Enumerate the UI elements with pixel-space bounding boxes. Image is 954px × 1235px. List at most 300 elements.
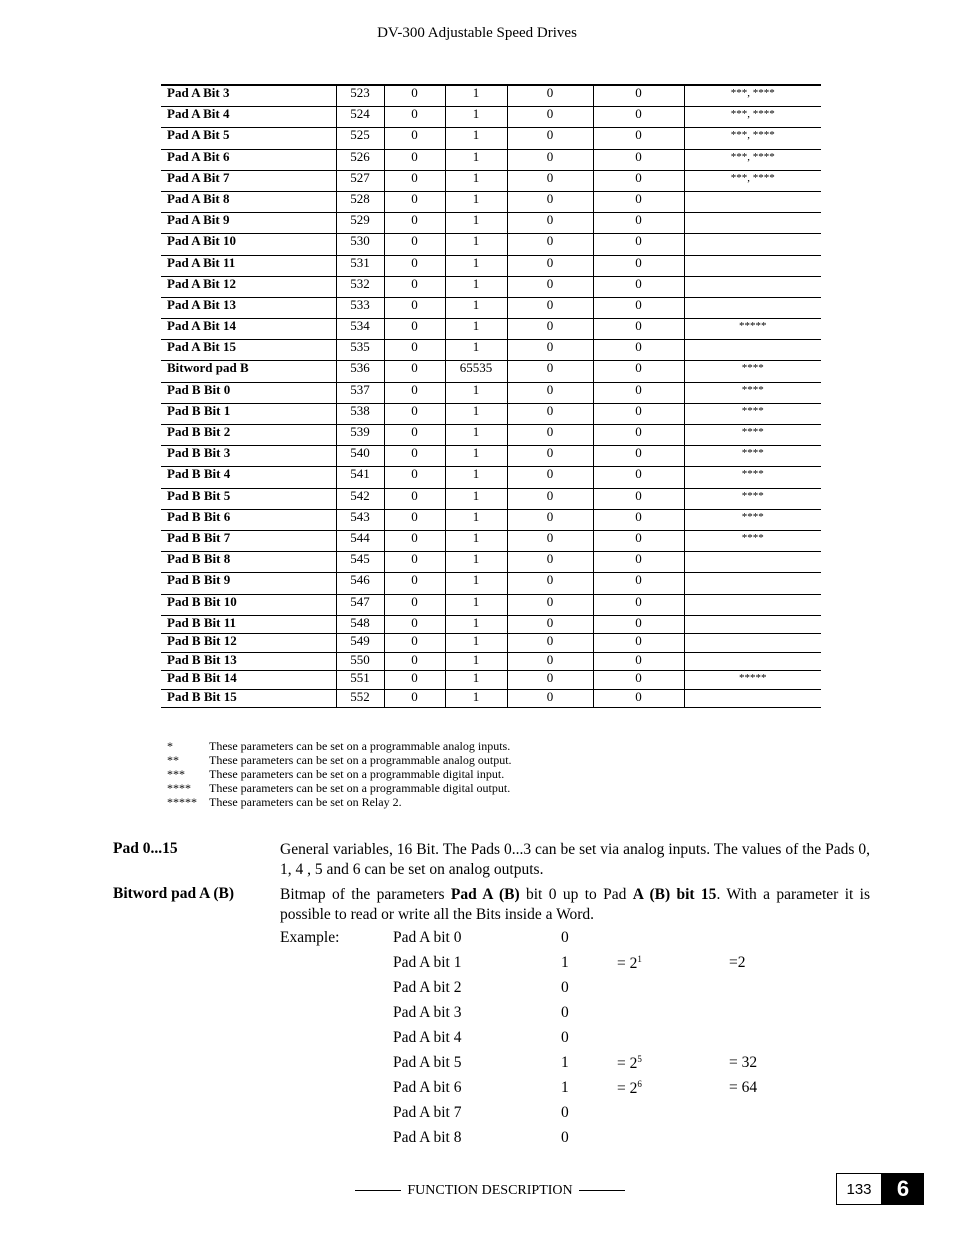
table-row (161, 509, 821, 530)
example-bit-value: 0 (561, 979, 569, 996)
cell-note: ***, **** (684, 107, 821, 128)
cell-c1: 0 (384, 425, 445, 446)
cell-c2: 1 (445, 170, 507, 191)
cell-c1: 0 (384, 634, 445, 653)
cell-c4: 0 (593, 615, 684, 634)
cell-c3: 0 (507, 403, 593, 424)
cell-note (684, 340, 821, 361)
cell-c2: 1 (445, 85, 507, 107)
cell-c4: 0 (593, 170, 684, 191)
cell-c1: 0 (384, 297, 445, 318)
cell-c3: 0 (507, 340, 593, 361)
cell-note: **** (684, 403, 821, 424)
cell-c2: 1 (445, 446, 507, 467)
cell-no: 531 (336, 255, 384, 276)
cell-c1: 0 (384, 234, 445, 255)
footnote-mark: *** (167, 767, 185, 781)
cell-c4: 0 (593, 552, 684, 573)
footnote-text: These parameters can be set on Relay 2. (209, 795, 402, 809)
table-row (161, 425, 821, 446)
cell-c4: 0 (593, 425, 684, 446)
cell-c2: 1 (445, 234, 507, 255)
cell-c4: 0 (593, 361, 684, 382)
bitword-text-2: bit 0 up to Pad (519, 886, 633, 903)
cell-c1: 0 (384, 509, 445, 530)
example-bit-name: Pad A bit 1 (393, 954, 462, 971)
cell-note: ***** (684, 671, 821, 690)
cell-c1: 0 (384, 361, 445, 382)
cell-c3: 0 (507, 594, 593, 615)
cell-name: Pad A Bit 8 (161, 191, 336, 212)
cell-c2: 1 (445, 509, 507, 530)
example-bit-name: Pad A bit 2 (393, 979, 462, 996)
cell-c2: 1 (445, 552, 507, 573)
cell-name: Pad A Bit 14 (161, 319, 336, 340)
cell-no: 535 (336, 340, 384, 361)
cell-c1: 0 (384, 652, 445, 671)
cell-c3: 0 (507, 319, 593, 340)
cell-c4: 0 (593, 573, 684, 594)
table-row (161, 382, 821, 403)
cell-note: **** (684, 425, 821, 446)
cell-c4: 0 (593, 634, 684, 653)
cell-c3: 0 (507, 425, 593, 446)
cell-c3: 0 (507, 85, 593, 107)
cell-c3: 0 (507, 149, 593, 170)
cell-no: 532 (336, 276, 384, 297)
cell-c1: 0 (384, 128, 445, 149)
cell-note (684, 615, 821, 634)
cell-no: 525 (336, 128, 384, 149)
cell-no: 545 (336, 552, 384, 573)
example-bit-value: 1 (561, 1079, 569, 1096)
cell-name: Pad A Bit 4 (161, 107, 336, 128)
cell-c2: 1 (445, 403, 507, 424)
cell-c4: 0 (593, 382, 684, 403)
cell-c3: 0 (507, 509, 593, 530)
cell-c4: 0 (593, 234, 684, 255)
table-row (161, 128, 821, 149)
cell-c2: 1 (445, 652, 507, 671)
cell-c2: 1 (445, 615, 507, 634)
cell-note: **** (684, 509, 821, 530)
footer-rule-left (355, 1190, 401, 1191)
pad-term: Pad 0...15 (113, 840, 178, 857)
example-bit-value: 0 (561, 1129, 569, 1146)
cell-name: Pad B Bit 3 (161, 446, 336, 467)
example-power-base: = 2 (617, 955, 638, 972)
cell-no: 549 (336, 634, 384, 653)
cell-note (684, 234, 821, 255)
cell-no: 546 (336, 573, 384, 594)
cell-c3: 0 (507, 634, 593, 653)
cell-c2: 1 (445, 191, 507, 212)
cell-name: Pad A Bit 11 (161, 255, 336, 276)
cell-c2: 1 (445, 689, 507, 708)
table-row (161, 85, 821, 107)
cell-c2: 1 (445, 213, 507, 234)
chapter-tab: 6 (882, 1173, 924, 1205)
example-power (617, 1054, 642, 1073)
cell-c3: 0 (507, 615, 593, 634)
footnote-text: These parameters can be set on a programmable analog inputs. (209, 739, 511, 753)
example-label: Example: (280, 929, 340, 946)
table-row (161, 403, 821, 424)
footnote-mark: ** (167, 753, 179, 767)
example-bit-name: Pad A bit 5 (393, 1054, 462, 1071)
cell-name: Pad B Bit 6 (161, 509, 336, 530)
table-row (161, 107, 821, 128)
cell-c2: 1 (445, 276, 507, 297)
example-power-base: = 2 (617, 1080, 638, 1097)
cell-c1: 0 (384, 615, 445, 634)
table-row (161, 530, 821, 551)
cell-c1: 0 (384, 552, 445, 573)
example-bit-name: Pad A bit 4 (393, 1029, 462, 1046)
cell-name: Pad B Bit 15 (161, 689, 336, 708)
footnote (167, 767, 512, 781)
cell-c2: 65535 (445, 361, 507, 382)
cell-name: Bitword pad B (161, 361, 336, 382)
footnote-mark: **** (167, 781, 191, 795)
cell-c4: 0 (593, 319, 684, 340)
table-row (161, 552, 821, 573)
cell-name: Pad B Bit 14 (161, 671, 336, 690)
cell-note: **** (684, 488, 821, 509)
cell-no: 523 (336, 85, 384, 107)
example-result: = 32 (729, 1054, 758, 1071)
cell-c2: 1 (445, 594, 507, 615)
cell-c1: 0 (384, 671, 445, 690)
cell-note (684, 297, 821, 318)
cell-c2: 1 (445, 149, 507, 170)
cell-c1: 0 (384, 255, 445, 276)
bitword-description (280, 885, 870, 924)
pad-description: General variables, 16 Bit. The Pads 0...3 can be set via analog inputs. The values of the Pads 0, 1, 4 , 5 and 6 can be set on analog outputs. (280, 841, 870, 878)
cell-c2: 1 (445, 488, 507, 509)
cell-c3: 0 (507, 128, 593, 149)
cell-name: Pad A Bit 5 (161, 128, 336, 149)
example-bit-name: Pad A bit 7 (393, 1104, 462, 1121)
cell-c4: 0 (593, 128, 684, 149)
cell-c4: 0 (593, 85, 684, 107)
table-row (161, 191, 821, 212)
example-bit-value: 1 (561, 1054, 569, 1071)
table-row (161, 149, 821, 170)
cell-no: 547 (336, 594, 384, 615)
cell-c4: 0 (593, 276, 684, 297)
cell-note (684, 573, 821, 594)
cell-name: Pad B Bit 5 (161, 488, 336, 509)
example-result: =2 (729, 954, 746, 971)
cell-no: 533 (336, 297, 384, 318)
cell-note (684, 689, 821, 708)
example-power (617, 1079, 642, 1098)
cell-no: 527 (336, 170, 384, 191)
bitword-term: Bitword pad A (B) (113, 885, 235, 902)
cell-no: 539 (336, 425, 384, 446)
table-row (161, 255, 821, 276)
cell-note (684, 255, 821, 276)
cell-c4: 0 (593, 689, 684, 708)
cell-name: Pad B Bit 1 (161, 403, 336, 424)
footer-rule-right (579, 1190, 625, 1191)
cell-c3: 0 (507, 191, 593, 212)
cell-name: Pad B Bit 4 (161, 467, 336, 488)
table-row (161, 340, 821, 361)
cell-name: Pad B Bit 2 (161, 425, 336, 446)
table-row (161, 671, 821, 690)
cell-name: Pad B Bit 7 (161, 530, 336, 551)
cell-no: 528 (336, 191, 384, 212)
footnote-text: These parameters can be set on a programmable digital input. (209, 767, 505, 781)
cell-c4: 0 (593, 488, 684, 509)
cell-c3: 0 (507, 652, 593, 671)
cell-c1: 0 (384, 689, 445, 708)
cell-c2: 1 (445, 634, 507, 653)
page-number: 133 (836, 1173, 882, 1205)
cell-note: **** (684, 530, 821, 551)
table-row (161, 361, 821, 382)
cell-c3: 0 (507, 255, 593, 276)
table-row (161, 276, 821, 297)
cell-c3: 0 (507, 170, 593, 191)
cell-c4: 0 (593, 191, 684, 212)
cell-no: 529 (336, 213, 384, 234)
cell-c4: 0 (593, 594, 684, 615)
cell-no: 536 (336, 361, 384, 382)
cell-note: ***, **** (684, 128, 821, 149)
example-power-exponent: 5 (637, 1054, 642, 1064)
table-row (161, 594, 821, 615)
cell-c4: 0 (593, 446, 684, 467)
cell-c3: 0 (507, 446, 593, 467)
cell-c4: 0 (593, 509, 684, 530)
cell-name: Pad A Bit 12 (161, 276, 336, 297)
cell-c3: 0 (507, 530, 593, 551)
example-bit-value: 1 (561, 954, 569, 971)
cell-c3: 0 (507, 671, 593, 690)
cell-c1: 0 (384, 340, 445, 361)
cell-note (684, 213, 821, 234)
cell-no: 538 (336, 403, 384, 424)
cell-name: Pad A Bit 10 (161, 234, 336, 255)
footnote-text: These parameters can be set on a programmable analog output. (209, 753, 512, 767)
cell-c1: 0 (384, 446, 445, 467)
table-row (161, 652, 821, 671)
example-bit-name: Pad A bit 3 (393, 1004, 462, 1021)
cell-c3: 0 (507, 297, 593, 318)
cell-name: Pad A Bit 6 (161, 149, 336, 170)
cell-c2: 1 (445, 530, 507, 551)
cell-c3: 0 (507, 552, 593, 573)
table-row (161, 573, 821, 594)
cell-c4: 0 (593, 149, 684, 170)
cell-c1: 0 (384, 403, 445, 424)
bitword-bold-1: Pad A (B) (450, 886, 520, 903)
cell-no: 537 (336, 382, 384, 403)
cell-name: Pad A Bit 15 (161, 340, 336, 361)
cell-c4: 0 (593, 403, 684, 424)
example-power (617, 954, 642, 973)
cell-note (684, 634, 821, 653)
cell-c4: 0 (593, 467, 684, 488)
cell-c2: 1 (445, 340, 507, 361)
footnote-text: These parameters can be set on a programmable digital output. (209, 781, 511, 795)
example-bit-value: 0 (561, 1029, 569, 1046)
cell-name: Pad B Bit 8 (161, 552, 336, 573)
cell-c4: 0 (593, 255, 684, 276)
cell-no: 541 (336, 467, 384, 488)
cell-c3: 0 (507, 689, 593, 708)
cell-no: 551 (336, 671, 384, 690)
table-row (161, 634, 821, 653)
bitword-bold-2: A (B) bit 15 (632, 886, 717, 903)
cell-c2: 1 (445, 107, 507, 128)
cell-c3: 0 (507, 213, 593, 234)
table-row (161, 297, 821, 318)
cell-c3: 0 (507, 573, 593, 594)
example-bit-name: Pad A bit 8 (393, 1129, 462, 1146)
cell-c1: 0 (384, 107, 445, 128)
cell-c2: 1 (445, 319, 507, 340)
cell-c1: 0 (384, 213, 445, 234)
footnote-mark: * (167, 739, 173, 753)
cell-note: **** (684, 382, 821, 403)
cell-c1: 0 (384, 467, 445, 488)
footer (340, 1183, 640, 1199)
example-bit-name: Pad A bit 6 (393, 1079, 462, 1096)
cell-c2: 1 (445, 467, 507, 488)
example-bit-value: 0 (561, 929, 569, 946)
cell-note: ***, **** (684, 149, 821, 170)
cell-no: 550 (336, 652, 384, 671)
cell-c2: 1 (445, 425, 507, 446)
cell-c1: 0 (384, 149, 445, 170)
cell-name: Pad A Bit 9 (161, 213, 336, 234)
table-row (161, 446, 821, 467)
cell-c1: 0 (384, 319, 445, 340)
example-bit-value: 0 (561, 1004, 569, 1021)
cell-note (684, 191, 821, 212)
example-bit-value: 0 (561, 1104, 569, 1121)
cell-name: Pad B Bit 9 (161, 573, 336, 594)
footnote (167, 739, 512, 753)
cell-c4: 0 (593, 213, 684, 234)
cell-c4: 0 (593, 530, 684, 551)
cell-name: Pad B Bit 0 (161, 382, 336, 403)
cell-c2: 1 (445, 382, 507, 403)
cell-no: 544 (336, 530, 384, 551)
cell-c1: 0 (384, 170, 445, 191)
cell-c4: 0 (593, 652, 684, 671)
table-row (161, 488, 821, 509)
table-row (161, 170, 821, 191)
cell-c1: 0 (384, 191, 445, 212)
cell-note: **** (684, 361, 821, 382)
table-row (161, 213, 821, 234)
cell-c2: 1 (445, 255, 507, 276)
cell-note: **** (684, 467, 821, 488)
cell-note (684, 552, 821, 573)
cell-c1: 0 (384, 276, 445, 297)
cell-c3: 0 (507, 361, 593, 382)
example-bit-name: Pad A bit 0 (393, 929, 462, 946)
cell-c3: 0 (507, 234, 593, 255)
cell-name: Pad A Bit 3 (161, 85, 336, 107)
parameter-table (161, 84, 821, 708)
cell-no: 530 (336, 234, 384, 255)
cell-no: 552 (336, 689, 384, 708)
cell-no: 540 (336, 446, 384, 467)
cell-name: Pad B Bit 12 (161, 634, 336, 653)
footnote-mark: ***** (167, 795, 197, 809)
table-row (161, 319, 821, 340)
example-power-base: = 2 (617, 1055, 638, 1072)
cell-name: Pad B Bit 10 (161, 594, 336, 615)
cell-name: Pad B Bit 11 (161, 615, 336, 634)
cell-note (684, 276, 821, 297)
cell-c1: 0 (384, 85, 445, 107)
cell-c1: 0 (384, 530, 445, 551)
example-result: = 64 (729, 1079, 758, 1096)
cell-name: Pad A Bit 7 (161, 170, 336, 191)
cell-no: 526 (336, 149, 384, 170)
cell-c2: 1 (445, 128, 507, 149)
cell-c1: 0 (384, 488, 445, 509)
cell-c1: 0 (384, 573, 445, 594)
bitword-text-1: Bitmap of the parameters (280, 886, 451, 903)
footnote (167, 795, 512, 809)
cell-no: 524 (336, 107, 384, 128)
cell-c3: 0 (507, 382, 593, 403)
footer-section-title: FUNCTION DESCRIPTION (407, 1183, 573, 1198)
table-row (161, 689, 821, 708)
cell-c4: 0 (593, 297, 684, 318)
cell-c4: 0 (593, 107, 684, 128)
example-power-exponent: 1 (637, 954, 642, 964)
cell-note: ***, **** (684, 170, 821, 191)
cell-c2: 1 (445, 297, 507, 318)
footnote (167, 781, 512, 795)
cell-c4: 0 (593, 671, 684, 690)
cell-c3: 0 (507, 107, 593, 128)
cell-note (684, 594, 821, 615)
cell-name: Pad B Bit 13 (161, 652, 336, 671)
cell-c1: 0 (384, 594, 445, 615)
cell-c2: 1 (445, 573, 507, 594)
page-header: DV-300 Adjustable Speed Drives (377, 25, 577, 41)
table-row (161, 467, 821, 488)
cell-no: 548 (336, 615, 384, 634)
cell-c3: 0 (507, 488, 593, 509)
cell-c3: 0 (507, 276, 593, 297)
example-power-exponent: 6 (637, 1079, 642, 1089)
table-row (161, 615, 821, 634)
cell-c3: 0 (507, 467, 593, 488)
footnotes (167, 739, 512, 809)
cell-no: 543 (336, 509, 384, 530)
cell-note (684, 652, 821, 671)
cell-c4: 0 (593, 340, 684, 361)
cell-no: 542 (336, 488, 384, 509)
cell-note: ***, **** (684, 85, 821, 107)
cell-no: 534 (336, 319, 384, 340)
table-row (161, 234, 821, 255)
cell-c2: 1 (445, 671, 507, 690)
cell-note: ***** (684, 319, 821, 340)
cell-note: **** (684, 446, 821, 467)
